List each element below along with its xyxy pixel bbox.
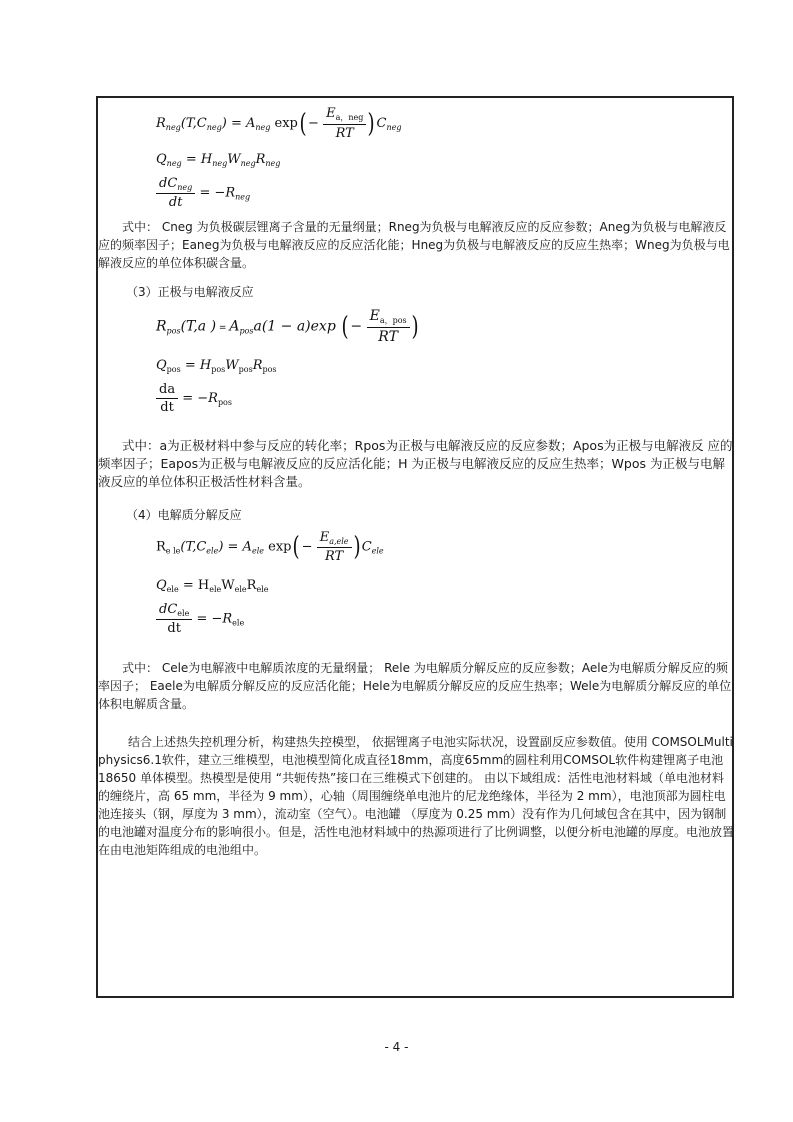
equation-dc-ele: $\frac{dC_{ele}}{dt}$ = $-R_{ele}$ bbox=[156, 602, 244, 636]
equation-r-ele: $R_{e le}(T,C_{ele}) = A_{ele}$ exp( − $\frac{E_{a,ele}}{RT}$ ) $C_{ele}$ bbox=[156, 530, 384, 564]
paragraph-neg-definitions: 式中： Cneg 为负极碳层锂离子含量的无量纲量；Rneg为负极与电解液反应的反应参数；Aneg为负极与电解液反应的频率因子；Eaneg为负极与电解液反应的反应活化能；Hneg为负极与电解液反应的反应生热率；Wneg为负极与电解液反应的单位体积碳含量。 bbox=[98, 220, 730, 270]
paragraph-pos-definitions: 式中：a为正极材料中参与反应的转化率；Rpos为正极与电解液反应的反应参数；Apos为正极与电解液反 应的频率因子；Eapos为正极与电解液反应的反应活化能；H 为正极与电解液反应的反应生热率；Wpos 为正极与电解液反应的单位体积正极活性材料含量。 bbox=[98, 438, 733, 489]
equation-q-ele: $Q_{ele} = H_{ele}W_{ele}R_{ele}$ bbox=[156, 578, 269, 594]
equation-dc-neg: $\frac{dC_{neg}}{dt}$ = $-R_{neg}$ bbox=[156, 176, 250, 210]
equation-q-neg: $Q_{neg} = H_{neg}W_{neg}R_{neg}$ bbox=[156, 152, 281, 168]
heading-positive-electrolyte: （3）正极与电解液反应 bbox=[126, 285, 254, 299]
equation-da-pos: $\frac{da}{dt}$ = $-R_{pos}$ bbox=[156, 382, 232, 415]
equation-r-neg: $R_{neg}(T,C_{neg}) = A_{neg}$ exp( − $\frac{E_{a,neg}}{RT}$ ) $C_{neg}$ bbox=[156, 106, 402, 141]
heading-electrolyte-decomposition: （4）电解质分解反应 bbox=[126, 508, 242, 522]
paragraph-model-description: 结合上述热失控机理分析，构建热失控模型， 依据锂离子电池实际状况，设置副反应参数值。使用 COMSOLMultiphysics6.1软件，建立三维模型，电池模型简化成直径18mm，高度65mm的圆柱利用COMSOL软件构建锂离子电池 18650 单体模型。热模型是使用 “共轭传热”接口在三维模式下创建的。 由以下域组成：活性电池材料域（单电池材料的缠绕片，高 65 mm，半径为 9 mm），心轴（周围缠绕单电池片的尼龙绝缘体，半径为 2 mm），电池顶部为圆柱电池连接头（钢，厚度为 3 mm），流动室（空气）。电池罐 （厚度为 0.25 mm）没有作为几何域包含在其中，因为钢制的电池罐对温度分布的影响很小。但是，活性电池材料域中的热源项进行了比例调整，以便分析电池罐的厚度。电池放置在由电池矩阵组成的电池组中。 bbox=[98, 735, 735, 857]
equation-r-pos: $R_{pos}(T,a$ ) = $A_{pos}a(1 - a)\exp$ ( − $\frac{E_{a,pos}}{RT}$ ) bbox=[156, 308, 419, 345]
paragraph-ele-definitions: 式中： Cele为电解液中电解质浓度的无量纲量； Rele 为电解质分解反应的反应参数；Aele为电解质分解反应的频率因子； Eaele为电解质分解反应的反应活化能；Hele为电解质分解反应的反应生热率；Wele为电解质分解反应的单位体积电解质含量。 bbox=[98, 661, 732, 711]
equation-q-pos: $Q_{pos} = H_{pos}W_{pos}R_{pos}$ bbox=[156, 358, 277, 374]
page-number: - 4 - bbox=[384, 1040, 409, 1054]
